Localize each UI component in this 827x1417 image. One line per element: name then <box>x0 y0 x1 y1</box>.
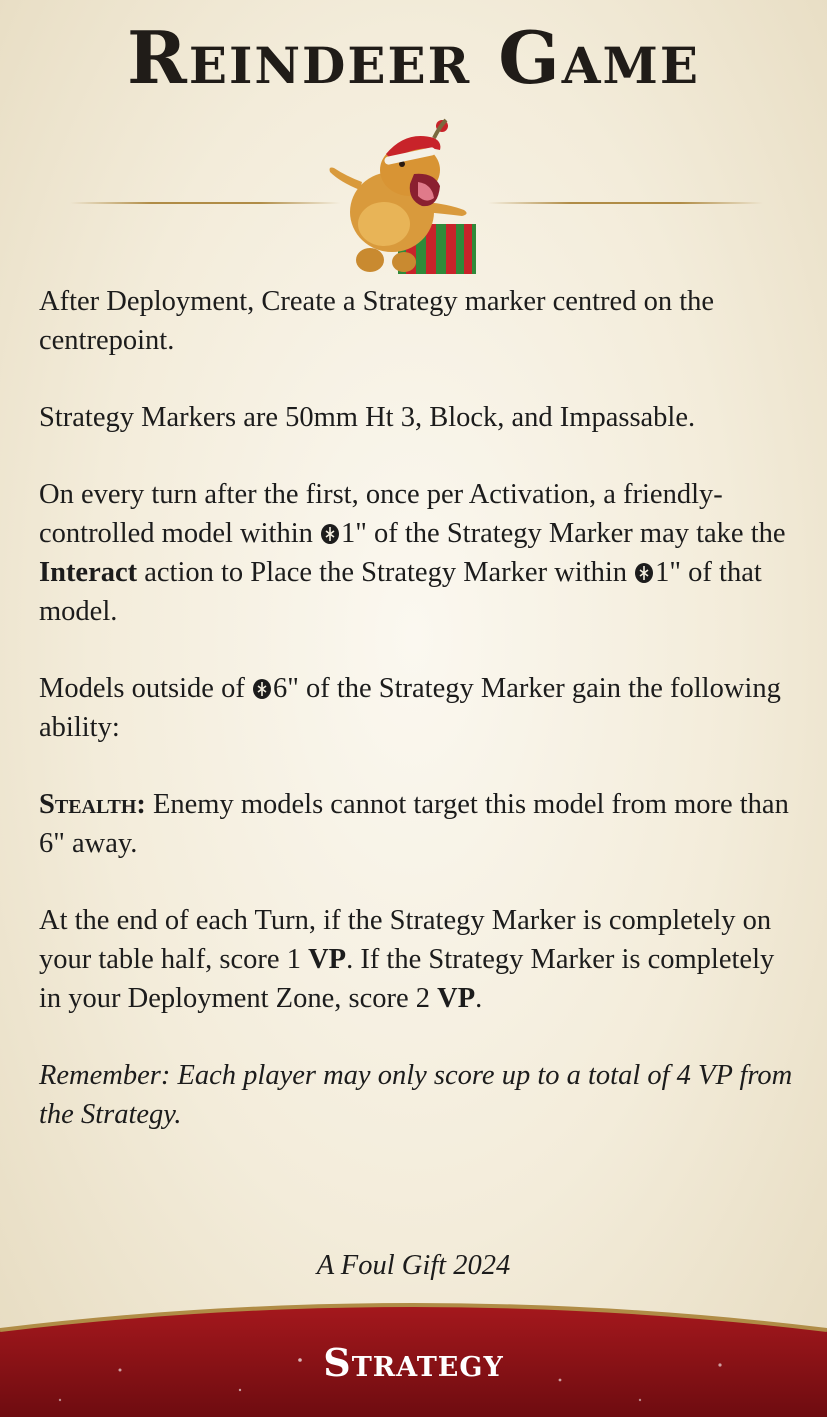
goblin-mascot-icon <box>322 112 482 277</box>
aura-range-icon <box>252 678 272 700</box>
aura-range-icon <box>634 562 654 584</box>
setup-paragraph: After Deployment, Create a Strategy marker centred on the centrepoint. <box>39 286 715 356</box>
stealth-ability-paragraph: Stealth: Enemy models cannot target this model from more than 6" away. <box>39 789 789 859</box>
marker-stats-paragraph: Strategy Markers are 50mm Ht 3, Block, and Impassable. <box>39 402 696 433</box>
interact-keyword: Interact <box>39 557 138 588</box>
aura-range-icon <box>320 523 340 545</box>
card-body <box>39 282 801 1172</box>
card-footer: A Foul Gift 2024 <box>316 1250 511 1281</box>
title-divider-left <box>70 202 340 204</box>
interact-rule-paragraph: On every turn after the first, once per Activation, a friendly-controlled model within 1" of the Strategy Marker may take the Interact action to Place the Strategy Marker within 1" of that model. <box>39 479 786 627</box>
outside-range-paragraph: Models outside of 6" of the Strategy Marker gain the following ability: <box>39 673 781 743</box>
title-divider-right <box>488 202 763 204</box>
reminder-paragraph: Remember: Each player may only score up to a total of 4 VP from the Strategy. <box>39 1060 793 1130</box>
stealth-keyword: Stealth: <box>39 789 146 820</box>
card-title: Reindeer Game <box>127 15 700 100</box>
category-label: Strategy <box>323 1340 504 1385</box>
scoring-paragraph: At the end of each Turn, if the Strategy Marker is completely on your table half, score 1 VP. If the Strategy Marker is completely in your Deployment Zone, score 2 VP. <box>39 905 775 1014</box>
